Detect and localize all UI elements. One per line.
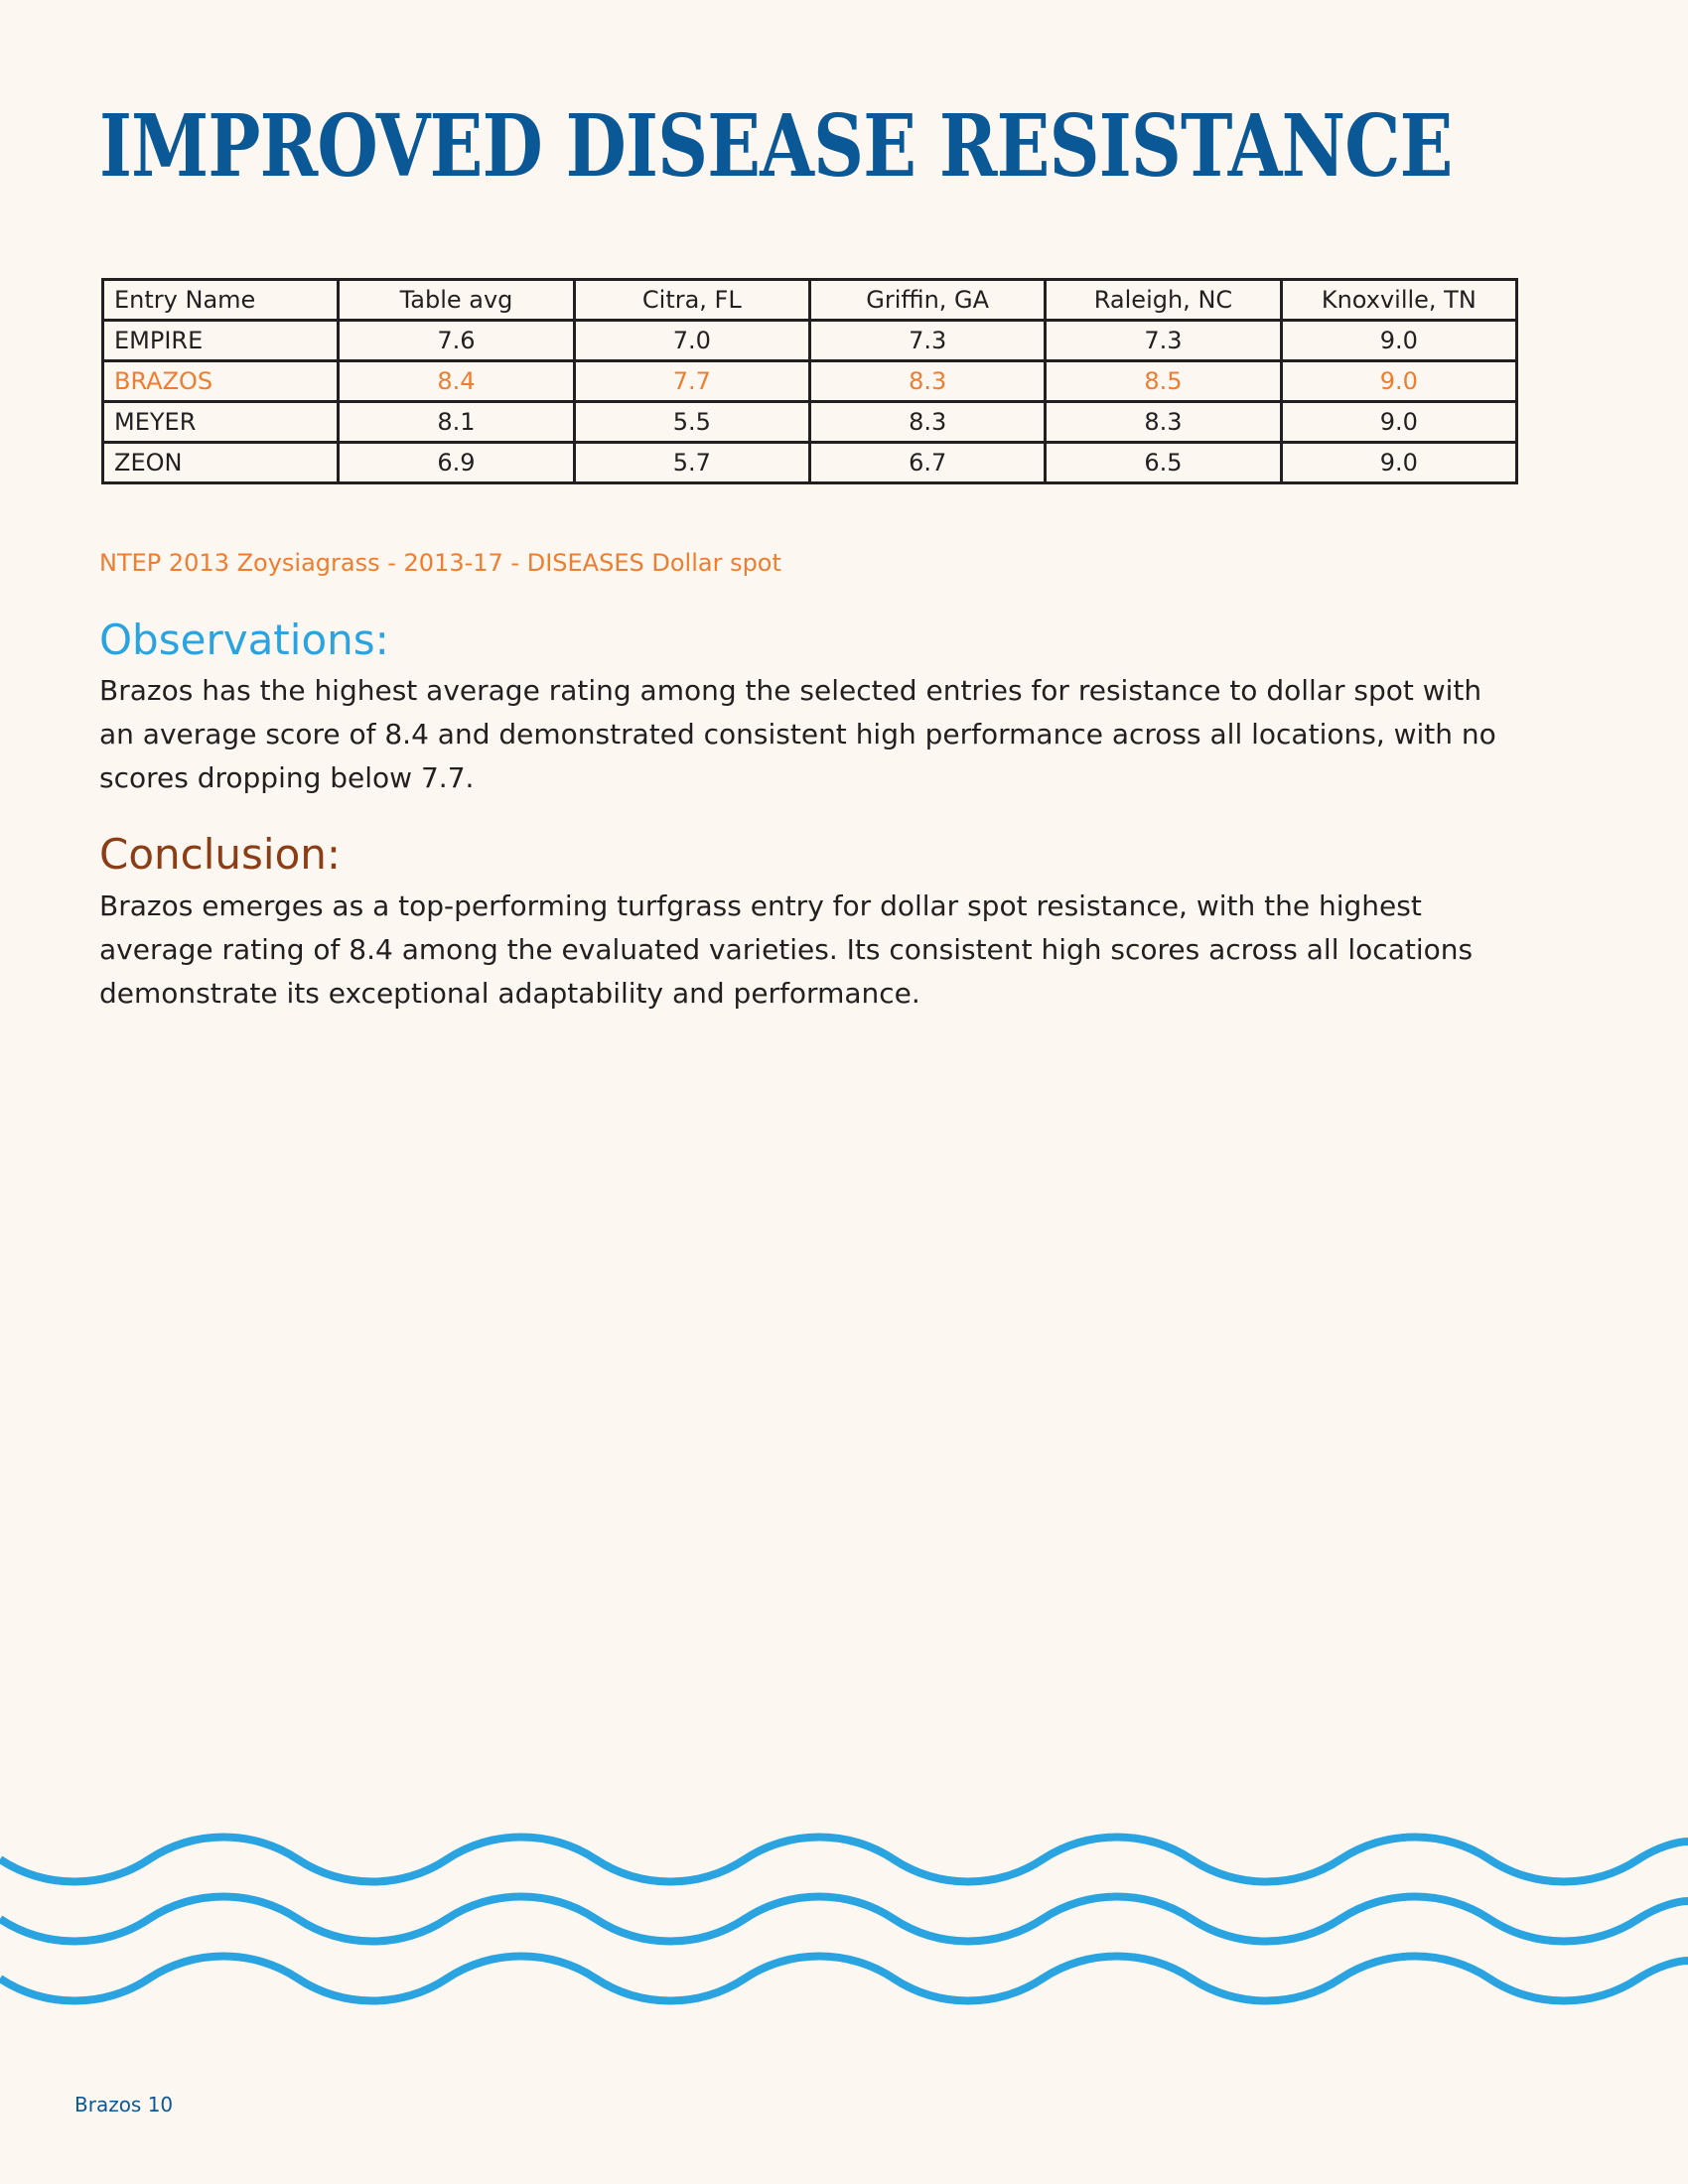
table-cell: 5.7 <box>574 443 809 483</box>
table-cell: 9.0 <box>1281 321 1516 361</box>
table-row <box>103 443 1517 483</box>
entry-name-cell: MEYER <box>103 402 339 443</box>
table-cell: 6.7 <box>809 443 1045 483</box>
table-cell: 8.1 <box>339 402 574 443</box>
table-cell: 7.3 <box>1046 321 1281 361</box>
wave-line <box>0 1957 1688 2001</box>
column-header: Citra, FL <box>574 280 809 321</box>
table-header-row <box>103 280 1517 321</box>
table-cell: 8.5 <box>1046 361 1281 402</box>
conclusion-heading: Conclusion: <box>99 830 342 879</box>
entry-name-cell: ZEON <box>103 443 339 483</box>
column-header: Griffin, GA <box>809 280 1045 321</box>
column-header: Raleigh, NC <box>1046 280 1281 321</box>
table-cell: 9.0 <box>1281 361 1516 402</box>
table-cell: 8.3 <box>1046 402 1281 443</box>
column-header: Table avg <box>339 280 574 321</box>
wave-line <box>0 1897 1688 1942</box>
table-cell: 7.7 <box>574 361 809 402</box>
table-row <box>103 402 1517 443</box>
table-row <box>103 321 1517 361</box>
observations-text: Brazos has the highest average rating among the selected entries for resistance to dollar spot with an average score of 8.4 and demonstrated consistent high performance across all locations, with no scores dropping below 7.7. <box>99 674 1496 794</box>
source-note: NTEP 2013 Zoysiagrass - 2013-17 - DISEASES Dollar spot <box>99 549 781 577</box>
column-header: Knoxville, TN <box>1281 280 1516 321</box>
table-cell: 7.0 <box>574 321 809 361</box>
table-row-highlighted <box>103 361 1517 402</box>
page-title: IMPROVED DISEASE RESISTANCE <box>99 96 1453 197</box>
table-cell: 8.3 <box>809 361 1045 402</box>
observations-heading: Observations: <box>99 615 389 664</box>
entry-name-cell: BRAZOS <box>103 361 339 402</box>
table-cell: 5.5 <box>574 402 809 443</box>
table-cell: 7.6 <box>339 321 574 361</box>
dollar-spot-ratings-table <box>101 278 1518 484</box>
table-cell: 8.3 <box>809 402 1045 443</box>
table-cell: 9.0 <box>1281 402 1516 443</box>
table-cell: 6.9 <box>339 443 574 483</box>
wave-line <box>0 1838 1688 1882</box>
page-footer: Brazos 10 <box>74 2093 174 2116</box>
table-cell: 9.0 <box>1281 443 1516 483</box>
table-cell: 6.5 <box>1046 443 1281 483</box>
wave-decoration <box>0 1832 1688 2020</box>
table-cell: 7.3 <box>809 321 1045 361</box>
conclusion-text: Brazos emerges as a top-performing turfgrass entry for dollar spot resistance, with the highest average rating of 8.4 among the evaluated varieties. Its consistent high scores across all locations demonstrate its exceptional adaptability and performance. <box>99 889 1474 1010</box>
entry-name-cell: EMPIRE <box>103 321 339 361</box>
column-header: Entry Name <box>103 280 339 321</box>
table-cell: 8.4 <box>339 361 574 402</box>
